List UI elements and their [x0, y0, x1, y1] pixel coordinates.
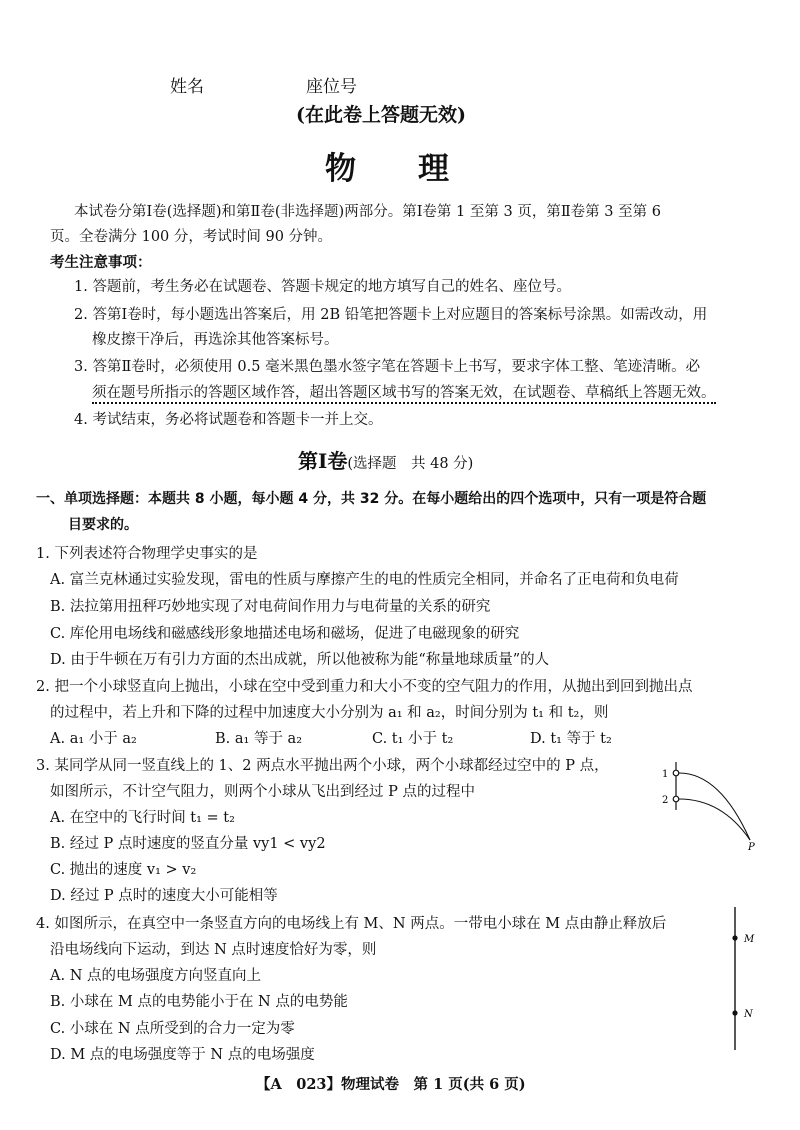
option-b: B. a₁ 等于 a₂: [215, 731, 303, 747]
question-stem: 沿电场线向下运动，到达 N 点时速度恰好为零，则: [50, 942, 377, 958]
option-b: B. 法拉第用扭秤巧妙地实现了对电荷间作用力与电荷量的关系的研究: [50, 599, 491, 615]
option-c: C. 小球在 N 点所受到的合力一定为零: [50, 1021, 295, 1037]
part-title-sub: (选择题 共 48 分): [347, 456, 474, 472]
question-stem: 2. 把一个小球竖直向上抛出，小球在空中受到重力和大小不变的空气阻力的作用，从抛出到回到抛出点: [36, 679, 693, 695]
launch-point-1: [673, 770, 679, 776]
option-d: D. 由于牛顿在万有引力方面的杰出成就，所以他被称为能“称量地球质量”的人: [50, 652, 550, 668]
option-b: B. 经过 P 点时速度的竖直分量 vy1 < vy2: [50, 836, 326, 852]
launch-point-2: [673, 796, 679, 802]
section-heading: 目要求的。: [68, 517, 138, 533]
name-label: 姓名: [170, 77, 204, 97]
label-m: M: [744, 934, 755, 945]
question-stem: 的过程中，若上升和下降的过程中加速度大小分别为 a₁ 和 a₂，时间分别为 t₁ 和 t₂，则: [50, 705, 609, 721]
question-stem: 1. 下列表述符合物理学史事实的是: [36, 546, 258, 562]
option-d: D. t₁ 等于 t₂: [530, 731, 612, 747]
option-a: A. 在空中的飞行时间 t₁ = t₂: [50, 810, 235, 826]
option-c: C. 抛出的速度 v₁ > v₂: [50, 862, 197, 878]
subject-title: 物 理: [325, 151, 449, 187]
label-p: P: [748, 842, 755, 853]
label-n: N: [744, 1009, 753, 1020]
option-c: C. 库伦用电场线和磁感线形象地描述电场和磁场，促进了电磁现象的研究: [50, 626, 520, 642]
part-title-main: 第Ⅰ卷: [298, 449, 348, 473]
projectile-diagram: [650, 760, 770, 855]
option-d: D. M 点的电场强度等于 N 点的电场强度: [50, 1047, 315, 1063]
instruction-item: 橡皮擦干净后，再选涂其他答案标号。: [92, 332, 339, 348]
instruction-item: [92, 381, 716, 402]
page-footer: 【A 023】物理试卷 第 1 页(共 6 页): [256, 1076, 526, 1093]
instruction-item: 2. 答第Ⅰ卷时，每小题选出答案后，用 2B 铅笔把答题卡上对应题目的答案标号涂黑。如需改动，用: [74, 307, 708, 323]
option-a: A. N 点的电场强度方向竖直向上: [50, 968, 261, 984]
point-m: [732, 935, 737, 940]
instruction-item: 3. 答第Ⅱ卷时，必须使用 0.5 毫米黑色墨水签字笔在答题卡上书写，要求字体工整、笔迹清晰。必: [74, 359, 701, 375]
question-stem: 如图所示，不计空气阻力，则两个小球从飞出到经过 P 点的过程中: [50, 784, 475, 800]
instructions-heading: 考生注意事项：: [50, 255, 152, 271]
option-b: B. 小球在 M 点的电势能小于在 N 点的电势能: [50, 994, 348, 1010]
question-stem: 3. 某同学从同一竖直线上的 1、2 两点水平抛出两个小球，两个小球都经过空中的 P 点，: [36, 758, 609, 774]
question-stem: 4. 如图所示，在真空中一条竖直方向的电场线上有 M、N 两点。一带电小球在 M 点由静止释放后: [36, 916, 667, 932]
part-title: [298, 445, 473, 474]
intro-line: 本试卷分第Ⅰ卷(选择题)和第Ⅱ卷(非选择题)两部分。第Ⅰ卷第 1 至第 3 页，第Ⅱ卷第 3 至第 6: [74, 204, 661, 220]
label-1: 1: [662, 769, 669, 780]
instruction-item: 4. 考试结束，务必将试题卷和答题卡一并上交。: [74, 412, 383, 428]
point-n: [732, 1010, 737, 1015]
intro-line: 页。全卷满分 100 分，考试时间 90 分钟。: [50, 229, 333, 245]
instruction-item: 1. 答题前，考生务必在试题卷、答题卡规定的地方填写自己的姓名、座位号。: [74, 279, 571, 295]
option-c: C. t₁ 小于 t₂: [372, 731, 454, 747]
option-a: A. a₁ 小于 a₂: [50, 731, 137, 747]
seat-label: 座位号: [306, 77, 357, 97]
invalid-notice: (在此卷上答题无效): [296, 104, 466, 126]
label-2: 2: [662, 795, 669, 806]
option-a: A. 富兰克林通过实验发现，雷电的性质与摩擦产生的电的性质完全相同，并命名了正电荷和负电荷: [50, 572, 679, 588]
field-line-diagram: [715, 905, 775, 1055]
section-heading: 一、单项选择题：本题共 8 小题，每小题 4 分，共 32 分。在每小题给出的四个选项中，只有一项是符合题: [36, 491, 707, 507]
option-d: D. 经过 P 点时的速度大小可能相等: [50, 888, 278, 904]
emphasized-text: 须在题号所指示的答题区域作答，超出答题区域书写的答案无效，在试题卷、草稿纸上答题无效。: [92, 385, 716, 404]
trajectory-1: [679, 773, 750, 840]
